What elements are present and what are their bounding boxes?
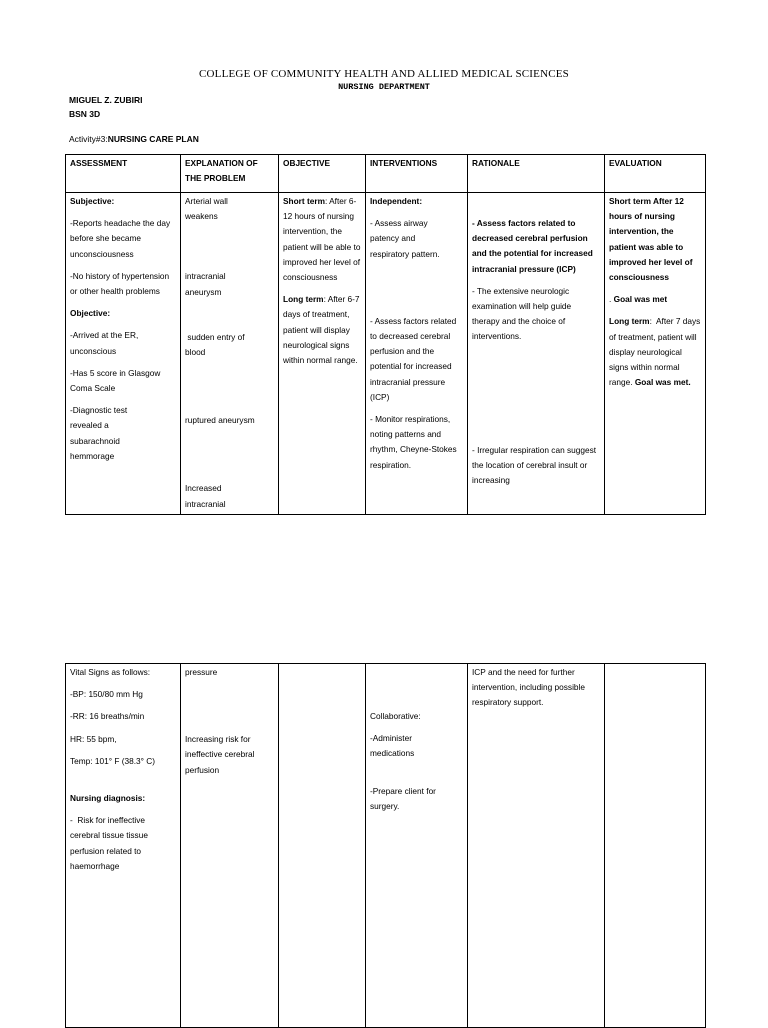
vital-sign: HR: 55 bpm,: [70, 733, 117, 744]
explanation-cell: [181, 664, 279, 1028]
column-header-assessment: ASSESSMENT: [66, 155, 181, 193]
activity-prefix: Activity#3:: [69, 134, 108, 144]
nursing-diagnosis-label: Nursing diagnosis:: [70, 793, 146, 804]
column-header-objective: OBJECTIVE: [279, 155, 366, 193]
eval-short-text: 12 hours of nursing intervention, the patient was able to improved her level of consciousness: [609, 196, 693, 283]
explanation-step: sudden entry of blood: [185, 331, 247, 358]
eval-long-label: Long term: [609, 316, 650, 327]
college-title: COLLEGE OF COMMUNITY HEALTH AND ALLIED MEDICAL SCIENCES: [198, 68, 570, 80]
care-plan-table-part1: [65, 154, 706, 515]
assessment-cell: [66, 664, 181, 1028]
explanation-step: Arterial wall weakens: [185, 196, 228, 222]
rationale-cell: [468, 193, 605, 515]
explanation-step: Increasing risk for ineffective cerebral perfusion: [185, 734, 255, 775]
rationale-item: ICP and the need for further intervention, including possible respiratory support.: [472, 667, 586, 708]
intervention-item: -Prepare client for surgery.: [370, 785, 436, 811]
short-term-text: : After 6-12 hours of nursing intervention, the patient will be able to improved her level of consciousness: [283, 196, 361, 283]
goal-prefix: .: [609, 294, 614, 305]
subjective-label: Subjective:: [70, 196, 115, 206]
activity-title: [69, 134, 199, 144]
long-term-label: Long term: [283, 294, 324, 305]
goal-met-label: Goal was met: [613, 294, 668, 305]
care-plan-table-part2: [65, 663, 706, 1028]
evaluation-cell: [605, 664, 706, 1028]
column-header-explanation-line2: THE PROBLEM: [185, 173, 246, 184]
objective-item: -Diagnostic test revealed a subarachnoid hemmorage: [70, 405, 128, 461]
explanation-step: pressure: [185, 667, 218, 677]
objective-item: -Has 5 score in Glasgow Coma Scale: [70, 367, 161, 394]
column-header-interventions: INTERVENTIONS: [366, 155, 468, 193]
column-header-rationale: RATIONALE: [468, 155, 605, 193]
goal-status: [609, 292, 701, 307]
evaluation-cell: [605, 193, 706, 515]
eval-short-mid: After: [650, 196, 675, 206]
eval-long-goal: Goal was met.: [634, 377, 691, 388]
rationale-item: - Assess factors related to decreased cerebral perfusion and the potential for increased intracranial pressure (ICP): [472, 218, 593, 274]
column-header-evaluation: EVALUATION: [605, 155, 706, 193]
department-title: NURSING DEPARTMENT: [338, 82, 430, 92]
short-term-label: Short term: [283, 196, 325, 206]
intervention-item: -Administer medications: [370, 733, 415, 759]
short-term-evaluation: [609, 194, 701, 285]
nursing-diagnosis-text: - Risk for ineffective cerebral tissue tissue perfusion related to haemorrhage: [70, 815, 151, 871]
long-term-objective: [283, 292, 361, 368]
short-term-objective: [283, 194, 361, 285]
explanation-step: intracranial aneurysm: [185, 271, 226, 297]
interventions-cell: [366, 664, 468, 1028]
interventions-cell: [366, 193, 468, 515]
explanation-step: Increased intracranial: [185, 483, 226, 509]
eval-long-text: : After 7 days of treatment, patient will display neurological signs within normal range.: [609, 316, 703, 388]
collaborative-label: Collaborative:: [370, 711, 421, 721]
vital-sign: Temp: 101° F (38.3° C): [70, 755, 156, 766]
assessment-cell: [66, 193, 181, 515]
explanation-cell: [181, 193, 279, 515]
student-name: MIGUEL Z. ZUBIRI: [69, 95, 143, 105]
table-header-row: [66, 155, 706, 193]
rationale-item: - Irregular respiration can suggest the location of cerebral insult or increasing: [472, 444, 597, 486]
objective-cell: [279, 193, 366, 515]
vital-sign: -BP: 150/80 mm Hg: [70, 689, 143, 700]
table-row: [66, 193, 706, 515]
student-section: BSN 3D: [69, 109, 101, 119]
long-term-evaluation: [609, 314, 701, 390]
activity-name: NURSING CARE PLAN: [107, 134, 199, 144]
explanation-step: ruptured aneurysm: [185, 415, 255, 426]
independent-label: Independent:: [370, 196, 423, 206]
long-term-text: : After 6-7 days of treatment, patient will display neurological signs within normal range.: [283, 294, 360, 366]
intervention-item: - Monitor respirations, noting patterns and rhythm, Cheyne-Stokes respiration.: [370, 414, 457, 470]
objective-item: -Arrived at the ER, unconscious: [70, 330, 139, 356]
eval-short-label: Short term: [609, 196, 651, 206]
intervention-item: - Assess factors related to decreased cerebral perfusion and the potential for increased intracranial pressure (ICP): [370, 315, 457, 402]
intervention-item: - Assess airway patency and respiratory pattern.: [370, 218, 440, 259]
subjective-item: -No history of hypertension or other health problems: [70, 270, 170, 297]
subjective-item: -Reports headache the day before she became unconsciousness: [70, 218, 171, 259]
vital-sign: -RR: 16 breaths/min: [70, 711, 145, 722]
rationale-item: - The extensive neurologic examination will help guide therapy and the choice of interventions.: [472, 285, 572, 342]
objective-label: Objective:: [70, 308, 111, 319]
table-row: [66, 664, 706, 1028]
rationale-cell: [468, 664, 605, 1028]
objective-cell: [279, 664, 366, 1028]
column-header-explanation: [181, 155, 279, 193]
vital-signs-label: Vital Signs as follows:: [70, 667, 151, 677]
column-header-explanation-line1: EXPLANATION OF: [185, 158, 258, 168]
